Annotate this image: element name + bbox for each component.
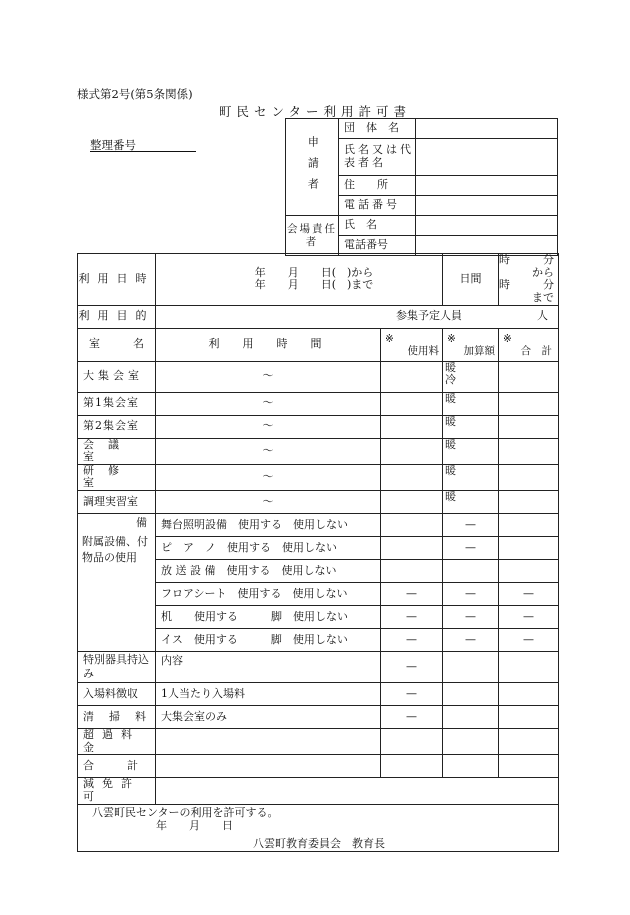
- equipment-fee: —: [381, 629, 443, 652]
- cleaning-content[interactable]: 大集会室のみ: [156, 706, 381, 729]
- room-row: [78, 438, 559, 464]
- room-row: [78, 361, 559, 392]
- use-date-label: 利用日時: [78, 254, 156, 306]
- use-date-field[interactable]: [156, 254, 443, 306]
- heating-mark: 暖: [443, 491, 499, 514]
- room-fee-field[interactable]: [381, 415, 443, 438]
- address-field[interactable]: [416, 176, 558, 196]
- manager-phone-label: 電話番号: [339, 236, 416, 256]
- group-name-label: 団 体 名: [339, 119, 416, 139]
- equipment-extra: [443, 560, 499, 583]
- total-label: 合 計: [78, 755, 156, 778]
- room-time-field[interactable]: ～: [156, 392, 381, 415]
- overtime-total[interactable]: [499, 729, 559, 755]
- heating-mark: 暖: [443, 464, 499, 490]
- admission-fee: —: [381, 683, 443, 706]
- use-date-from: 年 月 日( )から: [254, 265, 374, 279]
- permit-statement: 八雲町民センターの利用を許可する。: [92, 805, 279, 819]
- applicant-table: [285, 118, 558, 256]
- total-row: [78, 755, 559, 778]
- header-row: [78, 328, 559, 361]
- admission-label: 入場料徴収: [78, 683, 156, 706]
- room-time-field[interactable]: ～: [156, 438, 381, 464]
- equipment-fee[interactable]: [381, 537, 443, 560]
- equipment-total: —: [499, 583, 559, 606]
- exempt-label: 減免許可: [78, 778, 156, 804]
- room-row: [78, 491, 559, 514]
- cleaning-total[interactable]: [499, 706, 559, 729]
- address-label: 住 所: [339, 176, 416, 196]
- admission-content[interactable]: 1人当たり入場料: [156, 683, 381, 706]
- room-header: 室 名: [78, 328, 156, 361]
- equipment-option[interactable]: 放 送 設 備 使用する 使用しない: [156, 560, 381, 583]
- equipment-fee: —: [381, 606, 443, 629]
- room-time-field[interactable]: ～: [156, 491, 381, 514]
- room-total-field[interactable]: [499, 464, 559, 490]
- overtime-row: [78, 729, 559, 755]
- room-row: [78, 392, 559, 415]
- venue-manager-label: 会場責任者: [286, 216, 339, 256]
- special-content[interactable]: 内容: [156, 652, 381, 683]
- use-date-row: [78, 254, 559, 306]
- room-total-field[interactable]: [499, 438, 559, 464]
- admission-row: [78, 683, 559, 706]
- room-time-field[interactable]: ～: [156, 415, 381, 438]
- document-title: 町民センター利用許可書: [218, 104, 411, 119]
- admission-extra[interactable]: [443, 683, 499, 706]
- form-number: 様式第2号(第5条関係): [77, 87, 193, 101]
- fee-header: 使用料: [407, 344, 439, 357]
- equipment-option[interactable]: イス 使用する 脚 使用しない: [156, 629, 381, 652]
- total-mark: ※: [503, 332, 512, 345]
- room-time-field[interactable]: ～: [156, 361, 381, 392]
- use-time-field[interactable]: [499, 254, 559, 306]
- equipment-extra: —: [443, 606, 499, 629]
- total-extra[interactable]: [443, 755, 499, 778]
- phone-field[interactable]: [416, 196, 558, 216]
- heating-mark: 暖: [443, 438, 499, 464]
- room-time-field[interactable]: ～: [156, 464, 381, 490]
- equipment-option[interactable]: フロアシート 使用する 使用しない: [156, 583, 381, 606]
- total-header: 合 計: [520, 344, 552, 357]
- purpose-label: 利用目的: [78, 305, 156, 328]
- equipment-fee[interactable]: [381, 560, 443, 583]
- room-row: [78, 464, 559, 490]
- equipment-extra: —: [443, 629, 499, 652]
- heating-mark: 暖: [443, 392, 499, 415]
- manager-name-label: 氏 名: [339, 216, 416, 236]
- heating-mark: 暖: [443, 415, 499, 438]
- equipment-option[interactable]: ピ ア ノ 使用する 使用しない: [156, 537, 381, 560]
- special-total[interactable]: [499, 652, 559, 683]
- room-name: 第2集会室: [78, 415, 156, 438]
- applicant-side-label: 申請者: [286, 119, 339, 216]
- cleaning-extra[interactable]: [443, 706, 499, 729]
- room-fee-field[interactable]: [381, 361, 443, 392]
- room-total-field[interactable]: [499, 392, 559, 415]
- room-name: 会議室: [78, 438, 156, 464]
- equipment-total[interactable]: [499, 537, 559, 560]
- equipment-total[interactable]: [499, 560, 559, 583]
- days-label: 日間: [443, 254, 499, 306]
- cleaning-fee: —: [381, 706, 443, 729]
- equipment-total[interactable]: [499, 514, 559, 537]
- attendees-unit: 人: [537, 308, 548, 322]
- room-total-field[interactable]: [499, 361, 559, 392]
- equipment-total: —: [499, 629, 559, 652]
- room-name: 研修室: [78, 464, 156, 490]
- special-fee: —: [381, 652, 443, 683]
- reference-number-line[interactable]: [90, 151, 196, 152]
- representative-name-field[interactable]: [416, 139, 558, 176]
- equipment-option[interactable]: 舞台照明設備 使用する 使用しない: [156, 514, 381, 537]
- time-header: 利 用 時 間: [156, 328, 381, 361]
- cleaning-label: 清 掃 料: [78, 706, 156, 729]
- room-total-field[interactable]: [499, 415, 559, 438]
- room-fee-field[interactable]: [381, 438, 443, 464]
- admission-total[interactable]: [499, 683, 559, 706]
- overtime-content[interactable]: [156, 729, 381, 755]
- special-label: 特別器具持込み: [78, 652, 156, 683]
- room-row: [78, 415, 559, 438]
- permit-date[interactable]: 年 月 日: [156, 819, 233, 833]
- room-fee-field[interactable]: [381, 491, 443, 514]
- exempt-field[interactable]: [156, 778, 559, 804]
- extra-mark: ※: [447, 332, 456, 345]
- room-total-field[interactable]: [499, 491, 559, 514]
- equipment-fee: —: [381, 583, 443, 606]
- representative-name-label: 氏名又は代表者名: [339, 139, 416, 176]
- room-name: 調理実習室: [78, 491, 156, 514]
- issuer: 八雲町教育委員会 教育長: [253, 836, 385, 850]
- heating-mark: 暖: [445, 360, 456, 374]
- attendees-label: 参集予定人員: [396, 308, 462, 322]
- use-date-to: 年 月 日( )まで: [254, 278, 374, 292]
- cooling-mark: 冷: [445, 373, 456, 387]
- special-row: [78, 652, 559, 683]
- equipment-extra: —: [443, 537, 499, 560]
- exempt-row: [78, 778, 559, 804]
- room-name: 第1集会室: [78, 392, 156, 415]
- room-fee-field[interactable]: [381, 392, 443, 415]
- equipment-extra: —: [443, 514, 499, 537]
- manager-name-field[interactable]: [416, 216, 558, 236]
- group-name-field[interactable]: [416, 119, 558, 139]
- equipment-option[interactable]: 机 使用する 脚 使用しない: [156, 606, 381, 629]
- overtime-extra[interactable]: [443, 729, 499, 755]
- phone-label: 電話番号: [339, 196, 416, 216]
- usage-table: [77, 253, 559, 852]
- footer-row: [78, 804, 559, 851]
- special-extra[interactable]: [443, 652, 499, 683]
- reference-number-label: 整理番号: [90, 138, 136, 152]
- use-time-to: 時 分まで: [499, 278, 554, 304]
- cleaning-row: [78, 706, 559, 729]
- room-name: 大集会室: [78, 361, 156, 392]
- equipment-total: —: [499, 606, 559, 629]
- equipment-extra: —: [443, 583, 499, 606]
- fee-mark: ※: [385, 332, 394, 345]
- total-content[interactable]: [156, 755, 381, 778]
- total-fee[interactable]: [381, 755, 443, 778]
- total-total[interactable]: [499, 755, 559, 778]
- overtime-fee[interactable]: [381, 729, 443, 755]
- equipment-fee[interactable]: [381, 514, 443, 537]
- purpose-row: [78, 305, 559, 328]
- room-fee-field[interactable]: [381, 464, 443, 490]
- purpose-field[interactable]: [156, 305, 559, 328]
- equipment-label-top: 備: [136, 516, 147, 530]
- equipment-label: 附属設備、付物品の使用: [82, 534, 148, 564]
- equipment-row: [78, 514, 559, 537]
- overtime-label: 超過料金: [78, 729, 156, 755]
- use-time-from: 時 分から: [499, 253, 554, 279]
- extra-header: 加算額: [463, 344, 495, 357]
